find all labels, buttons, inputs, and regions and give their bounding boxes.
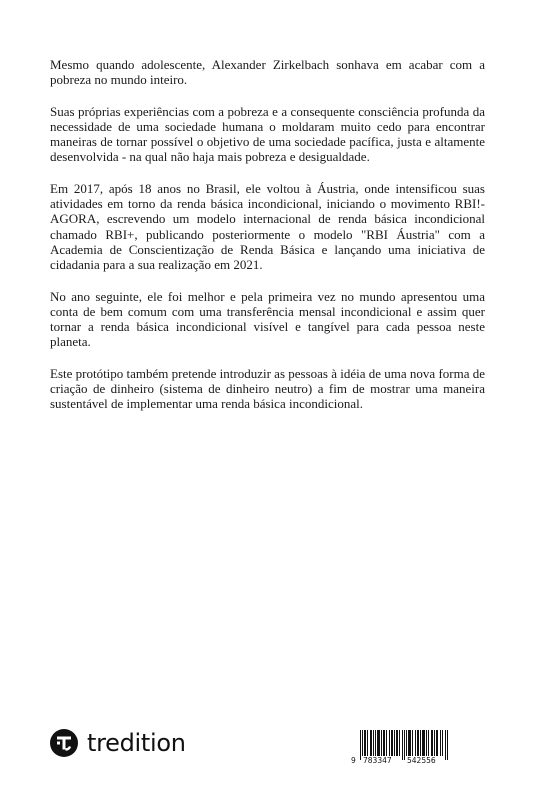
barcode-digits: [350, 756, 454, 768]
paragraph-2: Suas próprias experiências com a pobreza e a consequente consciência profunda da necessidade de uma sociedade humana o moldaram muito cedo para encontrar maneiras de tornar possível o objetivo de uma sociedade pacífica, justa e altamente desenvolvida - na qual não haja mais pobreza e desigualdade.: [50, 103, 485, 165]
paragraph-5: Este protótipo também pretende introduzir as pessoas à idéia de uma nova forma de criação de dinheiro (sistema de dinheiro neutro) a fim de mostrar uma maneira sustentável de implementar uma renda básica incondicional.: [50, 365, 485, 412]
back-cover-text: [50, 57, 485, 428]
paragraph-3: Em 2017, após 18 anos no Brasil, ele voltou à Áustria, onde intensificou suas atividades em torno da renda básica incondicional, iniciando o movimento RBI!-AGORA, escrevendo um modelo internacional de renda básica incondicional chamado RBI+, publicando posteriormente o modelo "RBI Áustria" com a Academia de Conscientização de Renda Básica e lançando uma iniciativa de cidadania para a sua realização em 2021.: [50, 180, 485, 273]
publisher-name: tredition: [87, 729, 186, 757]
tredition-logo-icon: [50, 729, 78, 757]
barcode-group-1: 783347: [363, 756, 392, 765]
publisher-logo: [50, 729, 186, 757]
barcode-group-2: 542556: [407, 756, 436, 765]
isbn-barcode: [350, 730, 454, 770]
paragraph-4: No ano seguinte, ele foi melhor e pela primeira vez no mundo apresentou uma conta de bem comum com uma transferência mensal incondicional e assim quer tornar a renda básica incondicional visível e tangível para cada pessoa neste planeta.: [50, 288, 485, 350]
barcode-lead-digit: 9: [351, 756, 356, 765]
paragraph-1: Mesmo quando adolescente, Alexander Zirkelbach sonhava em acabar com a pobreza no mundo inteiro.: [50, 57, 485, 88]
